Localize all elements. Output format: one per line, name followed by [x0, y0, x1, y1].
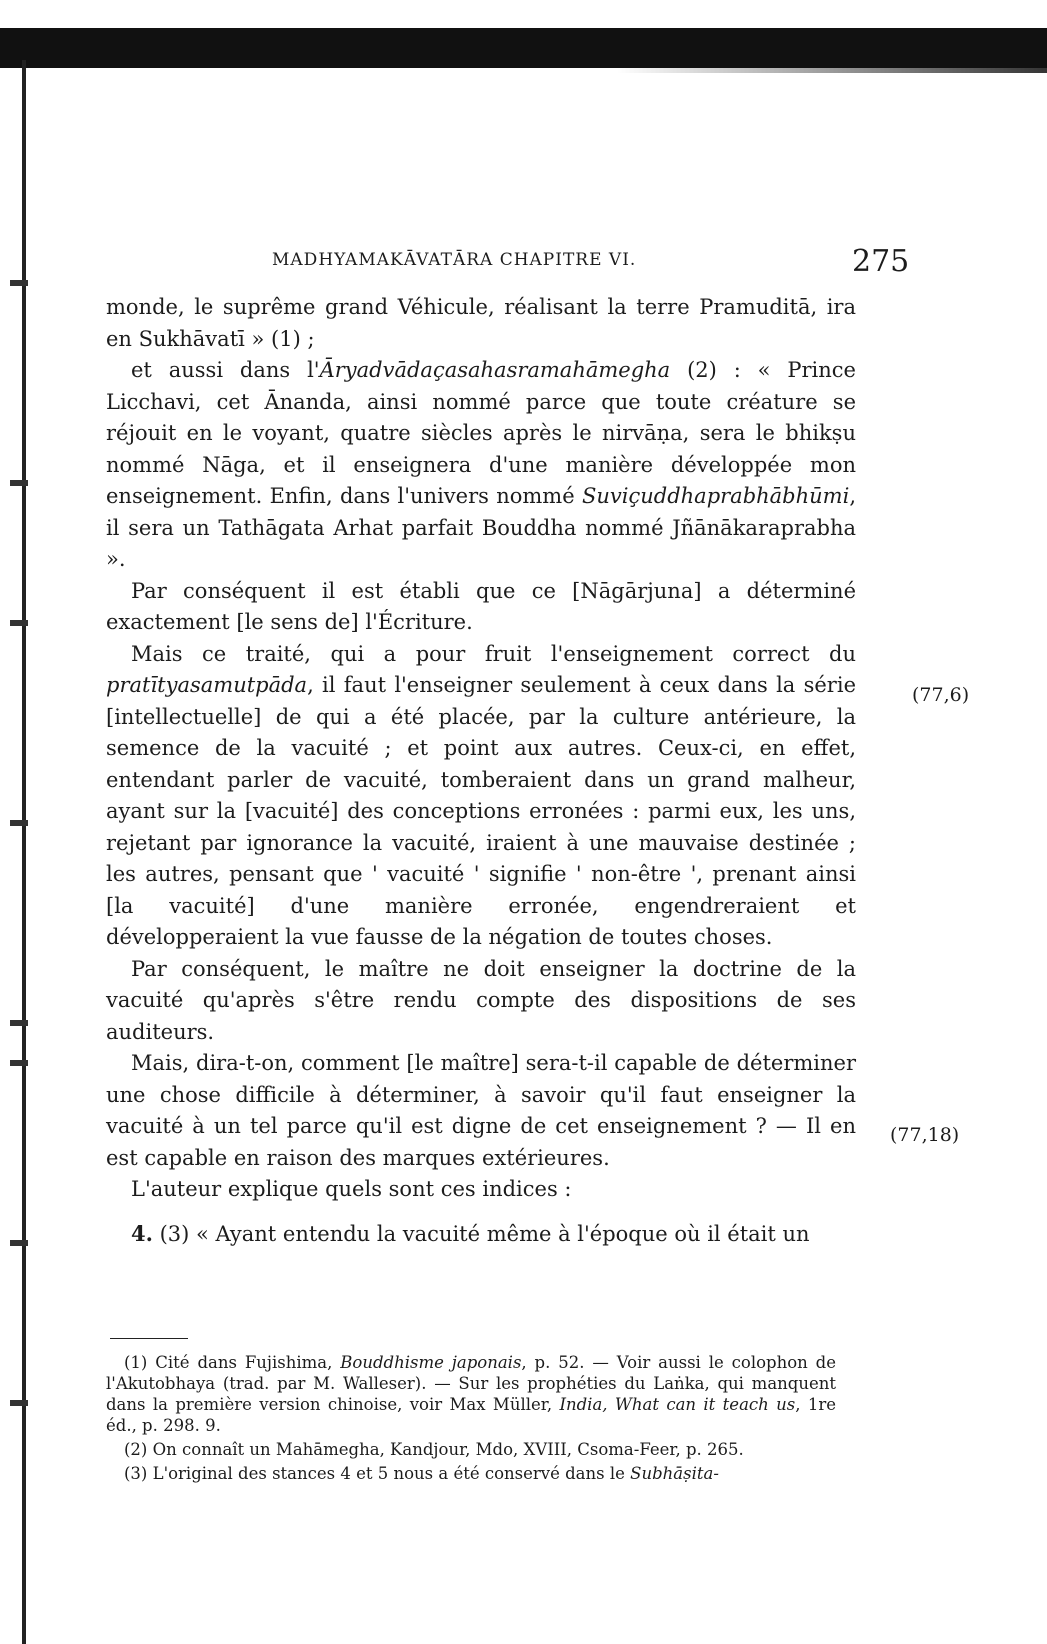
paragraph: et aussi dans l'Āryadvādaçasahasramahāmegha (2) : « Prince Licchavi, cet Ānanda, ainsi nommé parce que toute créature se réjouit en le voyant, quatre siècles après le nirvāṇa, sera le bhikṣu nommé Nāga, et il enseignera d'une manière développée mon enseignement. Enfin, dans l'univers nommé Suviçuddhaprabhābhūmi, il sera un Tathāgata Arhat parfait Bouddha nommé Jñānākaraprabha ».	[106, 358, 856, 571]
place-italic: Suviçuddhaprabhābhūmi	[581, 484, 850, 508]
footnote: (2) On connaît un Mahāmegha, Kandjour, Mdo, XVIII, Csoma-Feer, p. 265.	[124, 1440, 744, 1459]
paragraph: Par conséquent il est établi que ce [Nāgārjuna] a déterminé exactement [le sens de] l'Écriture.	[106, 578, 856, 634]
footnote-rule	[110, 1338, 188, 1339]
footnote: (1) Cité dans Fujishima, Bouddhisme japonais, p. 52. — Voir aussi le colophon de l'Akutobhaya (trad. par M. Walleser). — Sur les prophéties du Laṅka, qui manquent dans la première version chinoise, voir Max Müller, India, What can it teach us, 1re éd., p. 298. 9.	[106, 1353, 836, 1435]
footnote: (3) L'original des stances 4 et 5 nous a été conservé dans le Subhāṣita-	[124, 1464, 719, 1483]
paragraph: Par conséquent, le maître ne doit enseigner la doctrine de la vacuité qu'après s'être rendu compte des dispositions de ses auditeurs.	[106, 956, 856, 1044]
page-number: 275	[852, 244, 910, 279]
margin-reference: (77,18)	[890, 1124, 960, 1146]
margin-reference: (77,6)	[912, 684, 970, 706]
footnotes	[106, 1352, 836, 1487]
paragraph: monde, le suprême grand Véhicule, réalisant la terre Pramuditā, ira en Sukhāvatī » (1) ;	[106, 295, 856, 351]
stanza-line: 4. (3) « Ayant entendu la vacuité même à l'époque où il était un	[131, 1220, 810, 1246]
scan-top-border-fade	[617, 28, 1047, 73]
paragraph: L'auteur explique quels sont ces indices :	[131, 1177, 572, 1201]
main-text	[106, 292, 856, 1250]
paragraph: Mais ce traité, qui a pour fruit l'enseignement correct du pratītyasamutpāda, il faut l'enseigner seulement à ceux dans la série [intellectuelle] de qui a été placée, par la culture antérieure, la semence de la vacuité ; et point aux autres. Ceux-ci, en effet, entendant parler de vacuité, tomberaient dans un grand malheur, ayant sur la [vacuité] des conceptions erronées : parmi eux, les uns, rejetant par ignorance la vacuité, iraient à une mauvaise destinée ; les autres, pensant que ' vacuité ' signifie ' non-être ', prenant ainsi [la vacuité] d'une manière erronée, engendreraient et développeraient la vue fausse de la négation de toutes choses.	[106, 641, 856, 949]
term-italic: pratītyasamutpāda	[106, 673, 308, 697]
scan-left-edge	[0, 60, 34, 1644]
paragraph: Mais, dira-t-on, comment [le maître] sera-t-il capable de déterminer une chose difficile à déterminer, à savoir qu'il faut enseigner la vacuité à un tel parce qu'il est digne de cet enseignement ? — Il en est capable en raison des marques extérieures.	[106, 1051, 856, 1170]
title-italic: Āryadvādaçasahasramahāmegha	[319, 358, 671, 382]
running-title: MADHYAMAKĀVATĀRA CHAPITRE VI.	[272, 250, 637, 270]
stanza-number: 4.	[131, 1220, 153, 1246]
